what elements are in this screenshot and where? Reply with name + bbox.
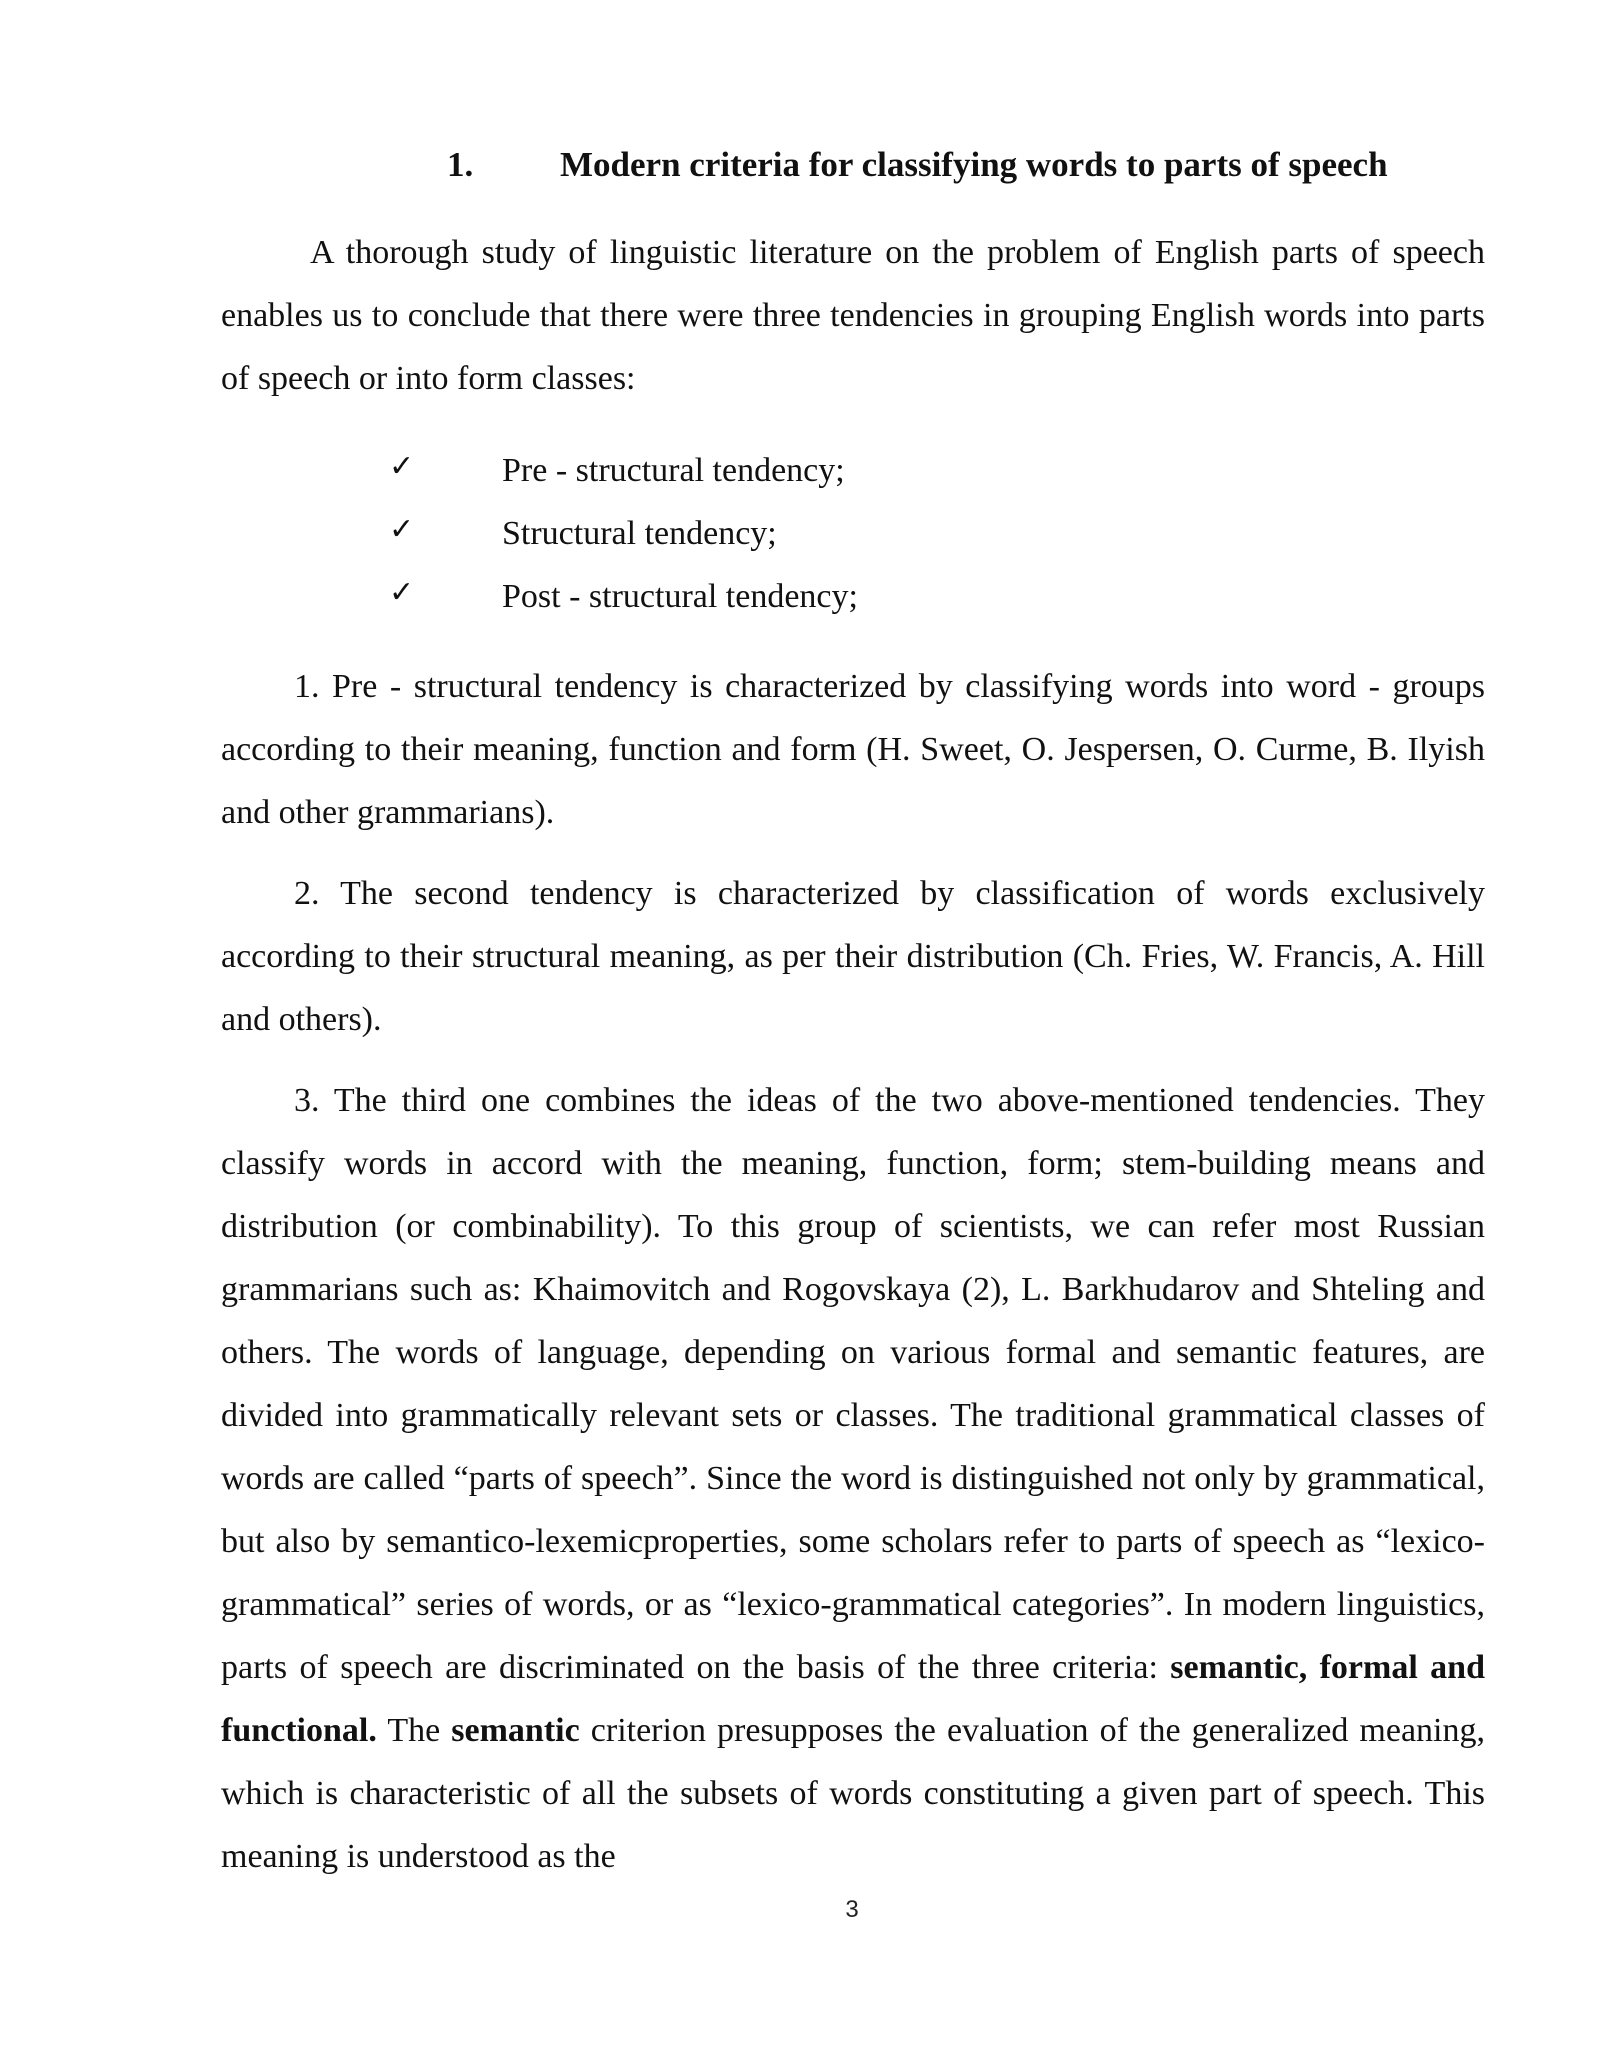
criteria-emphasis: semantic, formal and functional. <box>221 1649 1486 1749</box>
intro-paragraph: A thorough study of linguistic literature on the problem of English parts of speech enables us to conclude that there were three tendencies in grouping English words into parts of speech or into form classes: <box>221 234 1485 397</box>
paragraph-text: criterion presupposes the evaluation of the generalized meaning, which is characteristic of all the subsets of words constituting a given part of speech. This meaning is understood as the <box>221 1712 1485 1875</box>
checkmark-icon: ✓ <box>389 575 415 610</box>
tendency-list <box>0 439 1600 628</box>
paragraph-text: 3. The third one combines the ideas of the two above-mentioned tendencies. They classify words in accord with the meaning, function, form; stem-building means and distribution (or combinability). To this group of scientists, we can refer most Russian grammarians such as: Khaimovitch and Rogovskaya (2), L. Barkhudarov and Shteling and others. The words of language, depending on various formal and semantic features, are divided into grammatically relevant sets or classes. The traditional grammatical classes of words are called “parts of speech”. Since the word is distinguished not only by grammatical, but also by semantico-lexemicproperties, some scholars refer to parts of speech as “lexico-grammatical” series of words, or as “lexico-grammatical categories”. In modern linguistics, parts of speech are discriminated on the basis of the three criteria: <box>221 1082 1485 1686</box>
section-title: Modern criteria for classifying words to parts of speech <box>560 145 1388 184</box>
list-item <box>0 502 1600 565</box>
checkmark-icon: ✓ <box>389 449 415 484</box>
list-item-label: Structural tendency; <box>502 515 777 552</box>
list-item-label: Post - structural tendency; <box>502 578 858 615</box>
page-number: 3 <box>845 1896 859 1923</box>
list-item-label: Pre - structural tendency; <box>502 452 845 489</box>
paragraph-pre-structural: 1. Pre - structural tendency is characterized by classifying words into word - groups according to their meaning, function and form (H. Sweet, O. Jespersen, O. Curme, B. Ilyish and other grammarians). <box>221 668 1485 831</box>
section-number: 1. <box>447 145 474 184</box>
checkmark-icon: ✓ <box>389 512 415 547</box>
paragraph-text: The <box>376 1712 452 1749</box>
list-item <box>0 439 1600 502</box>
semantic-emphasis: semantic <box>451 1712 580 1749</box>
list-item <box>0 565 1600 628</box>
paragraph-structural: 2. The second tendency is characterized by classification of words exclusively according to their structural meaning, as per their distribution (Ch. Fries, W. Francis, A. Hill and others). <box>221 875 1485 1038</box>
paragraph-post-structural <box>221 1069 1485 1888</box>
